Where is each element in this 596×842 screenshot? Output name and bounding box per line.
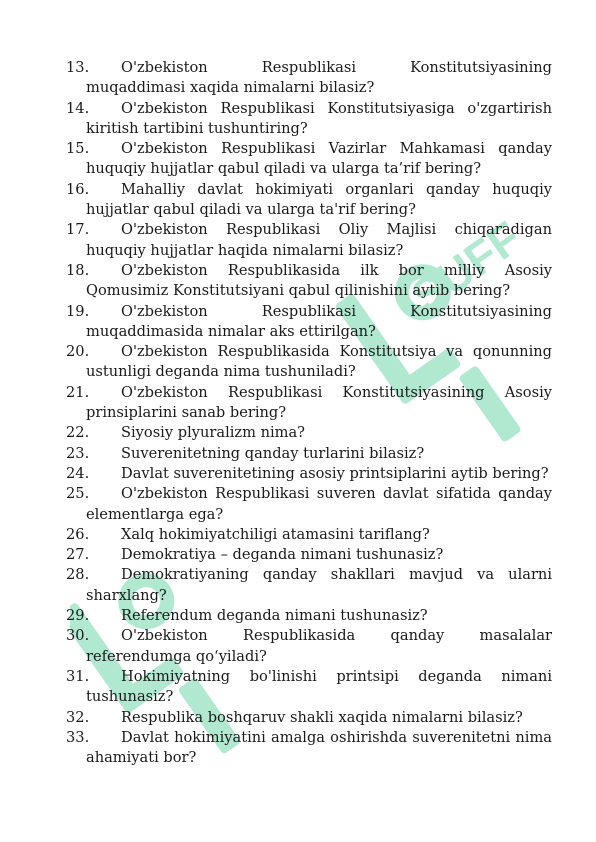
question-text: Davlat suverenitetining asosiy printsiplarini aytib bering? [121,464,549,482]
question-25 [66,484,552,525]
question-number: 30. [66,627,90,645]
question-number: 16. [66,180,90,198]
question-text: O'zbekiston Respublikasi Vazirlar Mahkamasi qanday huquqiy hujjatlar qabul qiladi va ularga ta’rif bering? [86,140,552,178]
question-24 [66,464,552,484]
question-text: Suverenitetning qanday turlarini bilasiz? [121,444,425,462]
question-17 [66,220,552,261]
question-32 [66,708,552,728]
question-number: 24. [66,464,90,482]
question-number: 23. [66,444,90,462]
question-number: 27. [66,546,90,564]
question-15 [66,139,552,180]
question-text: O'zbekiston Respublikasi Konstitutsiyasiga o'zgartirish kiritish tartibini tushuntiring? [86,99,552,137]
question-21 [66,383,552,424]
question-list [66,58,552,768]
question-number: 17. [66,221,90,239]
question-19 [66,302,552,343]
watermark-text: SUFF [402,211,531,323]
question-23 [66,444,552,464]
question-16 [66,180,552,221]
question-14 [66,99,552,140]
question-22 [66,423,552,443]
question-text: Respublika boshqaruv shakli xaqida nimalarni bilasiz? [121,708,523,726]
question-29 [66,606,552,626]
question-number: 15. [66,140,90,158]
question-text: Xalq hokimiyatchiligi atamasini tariflang? [121,525,430,543]
question-text: O'zbekiston Respublikasi Konstitutsiyasining Asosiy prinsiplarini sanab bering? [86,383,552,422]
question-text: Referendum deganda nimani tushunasiz? [121,607,428,625]
question-13 [66,58,552,99]
question-text: Davlat hokimiyatini amalga oshirishda suverenitetni nima ahamiyati bor? [86,728,552,767]
question-number: 18. [66,261,90,279]
question-text: O'zbekiston Respublikasi Oliy Majlisi chiqaradigan huquqiy hujjatlar haqida nimalarni bilasiz? [86,221,552,259]
question-text: O'zbekiston Respublikasida qanday masalalar referendumga qo‘yiladi? [86,627,552,665]
question-20 [66,342,552,383]
question-text: Hokimiyatning bo'linishi printsipi deganda nimani tushunasiz? [86,667,552,706]
question-number: 22. [66,424,90,442]
question-26 [66,525,552,545]
question-number: 29. [66,607,90,625]
question-text: Mahalliy davlat hokimiyati organlari qanday huquqiy hujjatlar qabul qiladi va ularga ta'rif bering? [86,180,552,219]
question-number: 32. [66,708,90,726]
question-number: 31. [66,667,90,685]
question-text: O'zbekiston Respublikasida Konstitutsiya va qonunning ustunligi deganda nima tushuniladi? [86,343,552,381]
question-18 [66,261,552,302]
question-number: 26. [66,525,90,543]
question-text: O'zbekiston Respublikasi Konstitutsiyasining muqaddimasi xaqida nimalarni bilasiz? [86,59,552,97]
question-number: 28. [66,566,90,584]
question-number: 21. [66,383,90,401]
question-number: 25. [66,485,90,503]
question-text: Siyosiy plyuralizm nima? [121,424,305,442]
question-number: 14. [66,99,90,117]
question-30 [66,626,552,667]
question-number: 13. [66,59,90,76]
question-number: 19. [66,302,90,320]
question-number: 20. [66,343,90,361]
question-text: O'zbekiston Respublikasida ilk bor milliy Asosiy Qomusimiz Konstitutsiyani qabul qilinishini aytib bering? [86,261,552,300]
question-text: Demokratiyaning qanday shakllari mavjud va ularni sharxlang? [86,566,552,604]
question-28 [66,565,552,606]
question-text: O'zbekiston Respublikasi suveren davlat sifatida qanday elementlarga ega? [86,485,552,523]
question-text: Demokratiya – deganda nimani tushunasiz? [121,546,444,564]
question-text: O'zbekiston Respublikasi Konstitutsiyasining muqaddimasida nimalar aks ettirilgan? [86,302,552,340]
question-number: 33. [66,728,90,746]
question-33 [66,728,552,769]
question-27 [66,545,552,565]
question-31 [66,667,552,708]
